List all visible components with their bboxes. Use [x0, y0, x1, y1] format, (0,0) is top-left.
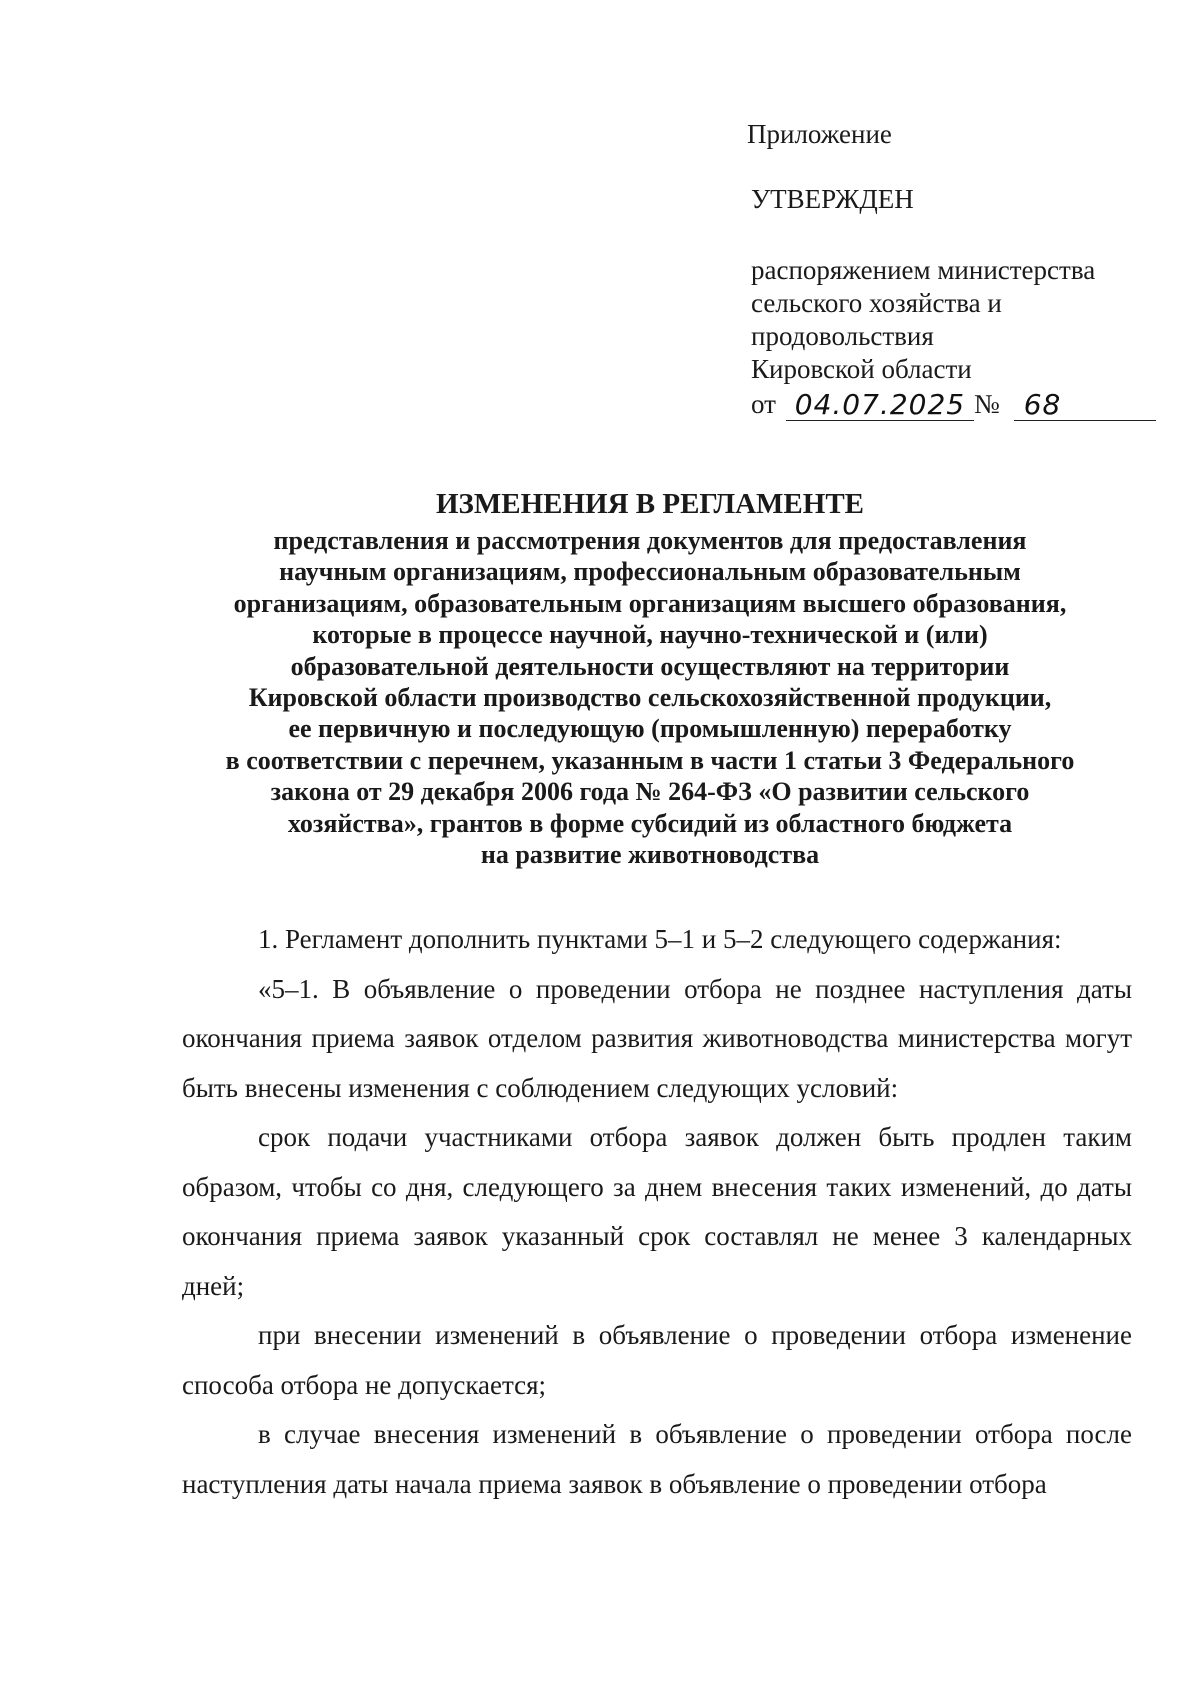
document-title-block	[175, 487, 1125, 870]
paragraph-5: в случае внесения изменений в объявление о проведении отбора после наступления даты начала приема заявок в объявление о проведении отбора	[182, 1419, 1132, 1499]
paragraph-4: при внесении изменений в объявление о проведении отбора изменение способа отбора не допускается;	[182, 1320, 1132, 1400]
paragraph-2: «5–1. В объявление о проведении отбора не позднее наступления даты окончания приема заявок отделом развития животноводства министерства могут быть внесены изменения с соблюдением следующих условий:	[182, 973, 1132, 1103]
approved-label: УТВЕРЖДЕН	[751, 184, 914, 214]
number-sign: №	[973, 389, 1000, 419]
approved-by-text: распоряжением министерства сельского хозяйства и продовольствия Кировской области	[751, 255, 1096, 384]
handwritten-number: 68	[1014, 390, 1156, 421]
approval-block	[747, 118, 1167, 421]
paragraph-3: срок подачи участниками отбора заявок должен быть продлен таким образом, чтобы со дня, следующего за днем внесения таких изменений, до даты окончания приема заявок указанный срок составлял не менее 3 календарных дней;	[182, 1122, 1132, 1301]
annex-label: Приложение	[747, 119, 892, 149]
handwritten-date: 04.07.2025	[786, 390, 974, 421]
date-prefix: от	[751, 389, 776, 419]
document-body	[182, 915, 1132, 1509]
date-number-line	[751, 388, 1167, 421]
document-title: ИЗМЕНЕНИЯ В РЕГЛАМЕНТЕ	[435, 488, 865, 520]
document-subtitle: представления и рассмотрения документов для предоставления научным организациям, профессиональным образовательным организациям, образовательным организациям высшего образования, которые в процессе научной, научно-технической и (или) образовательной деятельности осуществляют на территории Кировской области производство сельскохозяйственной продукции, ее первичную и последующую (промышленную) переработку в соответствии с перечнем, указанным в части 1 статьи 3 Федерального закона от 29 декабря 2006 года № 264-ФЗ «О развитии сельского хозяйства», грантов в форме субсидий из областного бюджета на развитие животноводства	[225, 526, 1075, 870]
paragraph-1: 1. Регламент дополнить пунктами 5–1 и 5–2 следующего содержания:	[258, 924, 1062, 954]
